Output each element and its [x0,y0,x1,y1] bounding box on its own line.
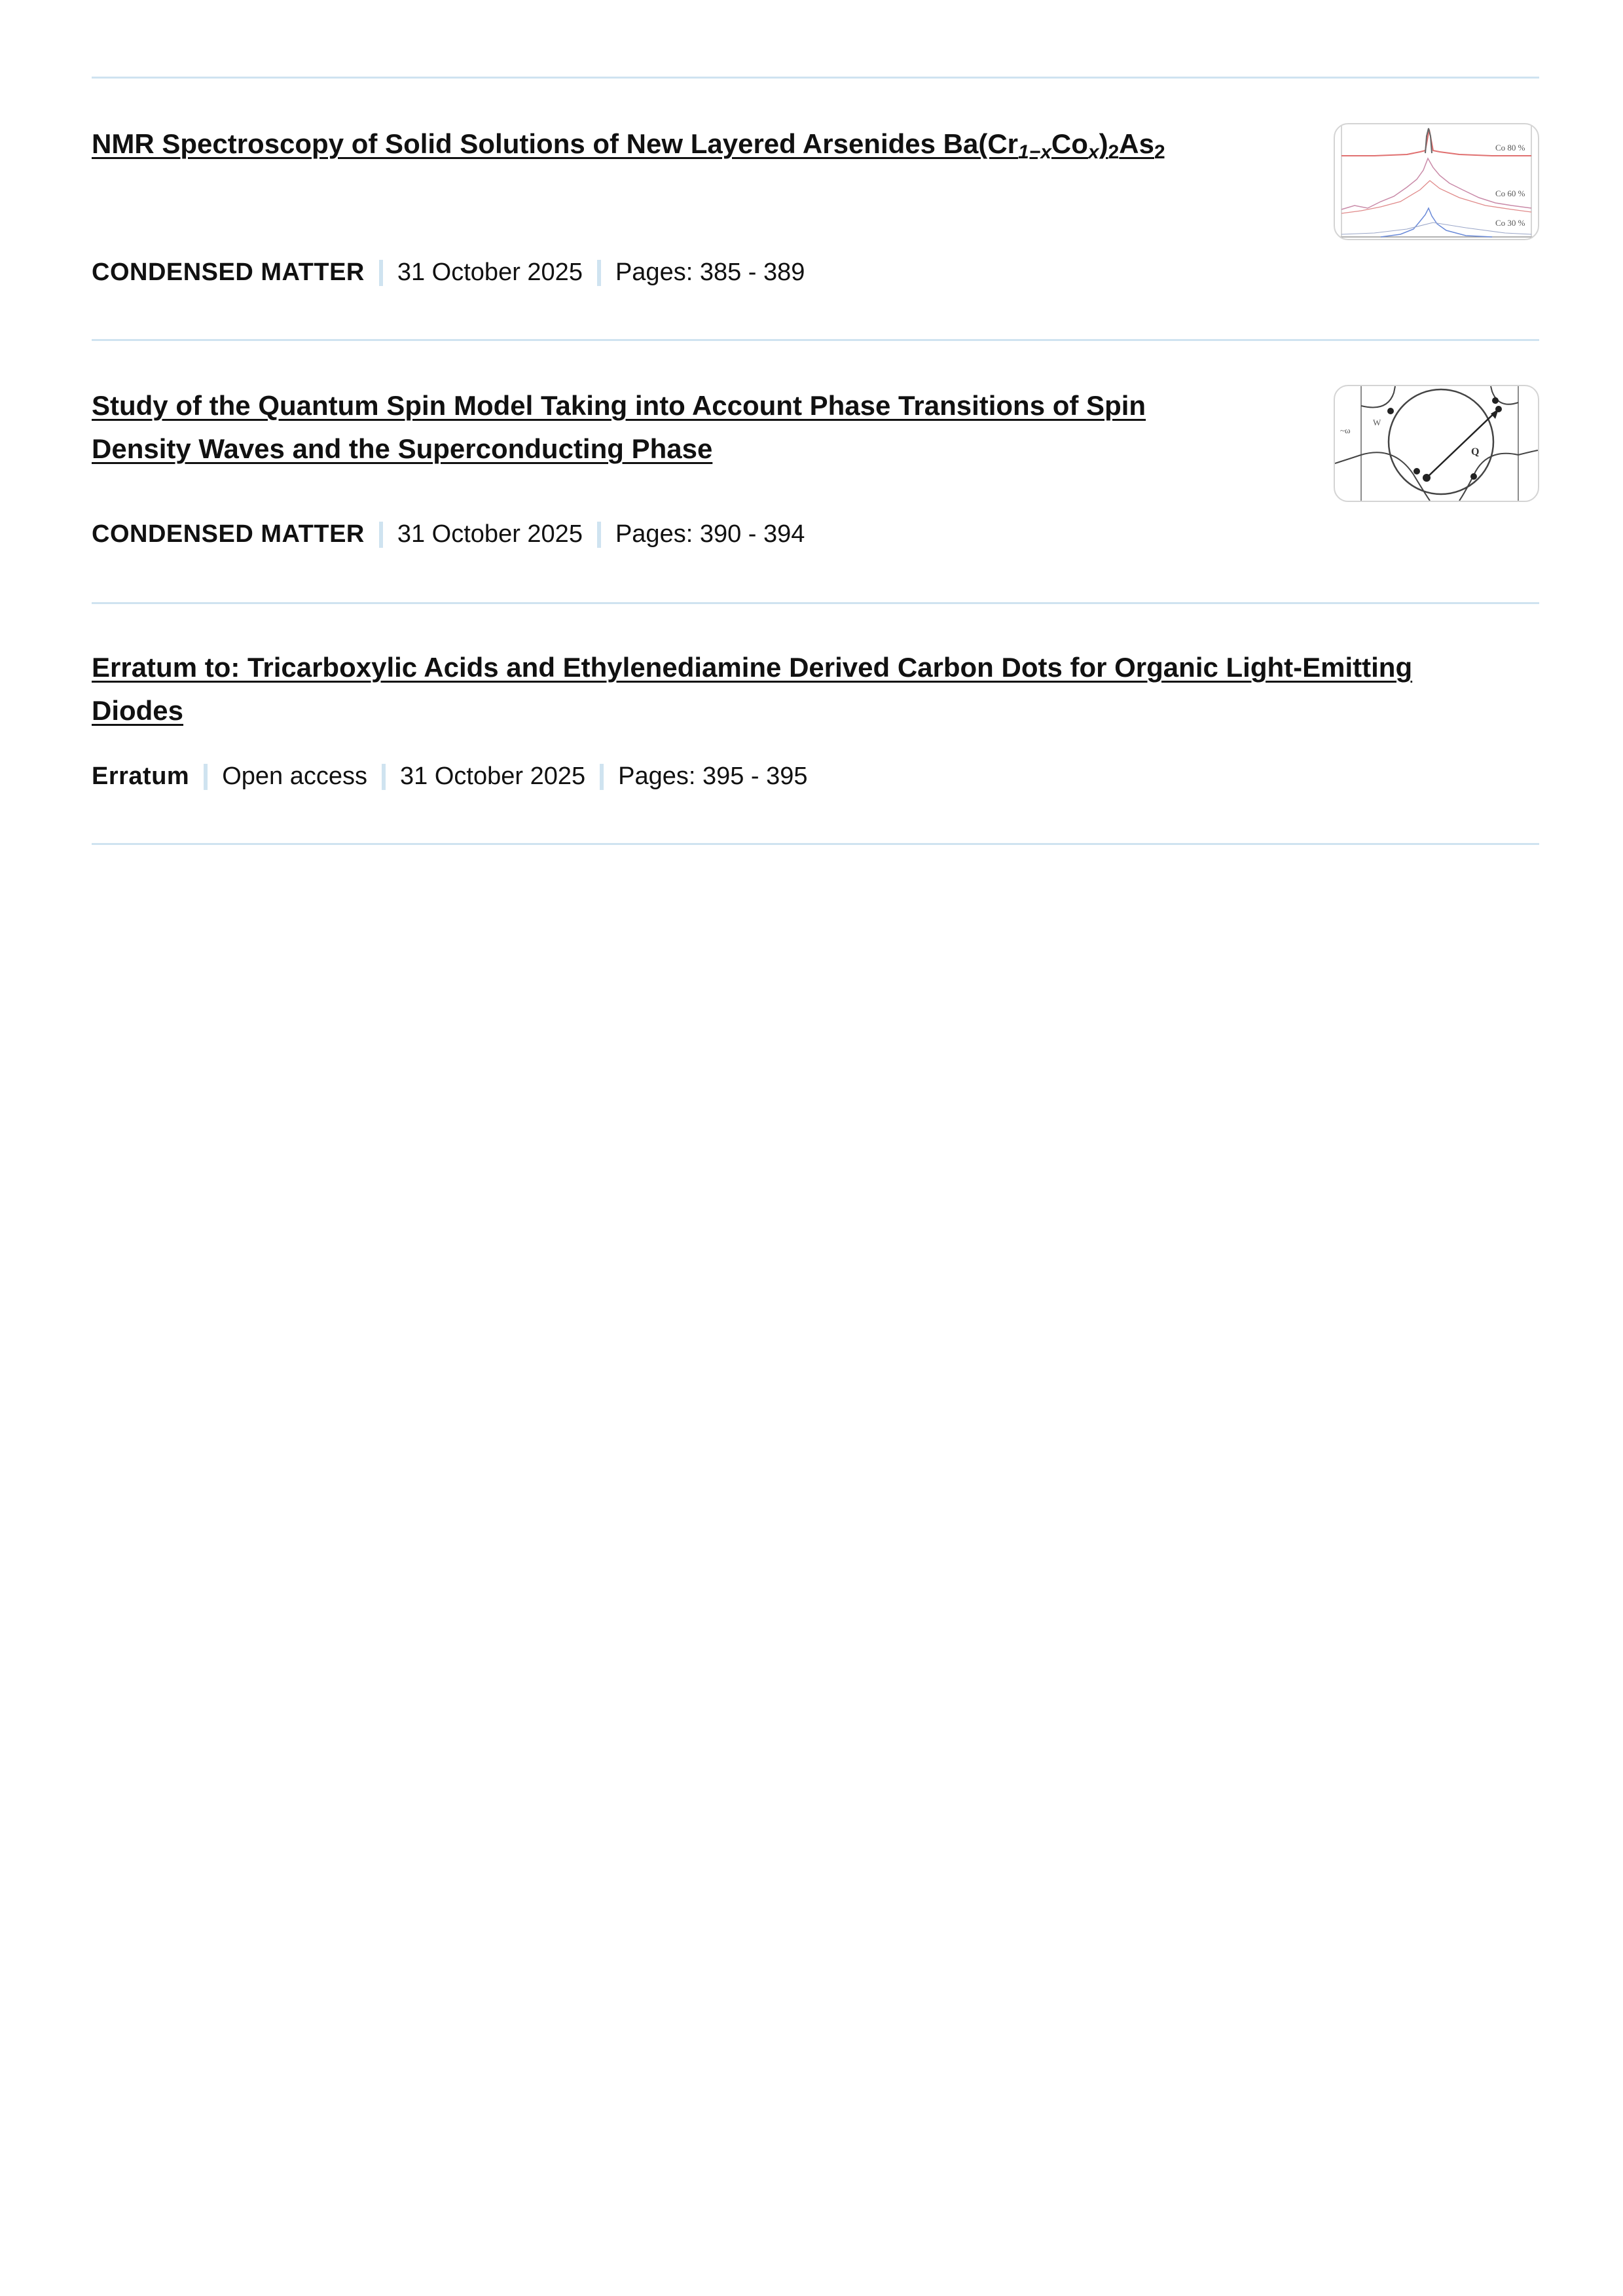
article-meta [92,259,805,287]
article-meta [92,762,808,791]
article-pages: Pages: 395 - 395 [618,762,808,790]
meta-separator [379,522,383,548]
thumbnail-label: Co 60 % [1495,188,1525,198]
meta-separator [382,764,386,790]
article-item [92,121,1539,304]
thumbnail-label: Co 80 % [1495,143,1525,152]
meta-separator [600,764,604,790]
divider [92,339,1539,341]
meta-separator [597,522,601,548]
article-date: 31 October 2025 [397,520,583,548]
fermi-surface-diagram-thumbnail[interactable] [1334,385,1539,502]
meta-separator [204,764,208,790]
article-item [92,383,1539,566]
article-title-link[interactable]: Erratum to: Tricarboxylic Acids and Ethylenediamine Derived Carbon Dots for Organic Light-Emitting Diodes [92,652,1413,726]
meta-separator [597,260,601,286]
article-category: CONDENSED MATTER [92,520,365,548]
nmr-spectra-thumbnail[interactable] [1334,123,1539,240]
article-date: 31 October 2025 [397,259,583,286]
thumbnail-label: Co 30 % [1495,218,1525,228]
svg-text:W: W [1373,418,1381,427]
divider [92,77,1539,79]
meta-separator [379,260,383,286]
article-meta [92,520,805,548]
article-item [92,645,1539,815]
article-pages: Pages: 390 - 394 [615,520,805,548]
article-date: 31 October 2025 [400,762,586,790]
article-pages: Pages: 385 - 389 [615,259,805,286]
article-title-link[interactable]: NMR Spectroscopy of Solid Solutions of New Layered Arsenides $Ba(Cr_{1-x}Co_x)_2As_2$ [92,128,1165,163]
article-category: Erratum [92,762,190,790]
divider [92,602,1539,604]
article-category: CONDENSED MATTER [92,259,365,286]
article-access-badge: Open access [222,762,368,790]
svg-text:~ω: ~ω [1340,425,1351,435]
thumbnail-label: Q [1471,446,1480,457]
fermi-surface-diagram-icon [1335,386,1538,501]
divider [92,843,1539,845]
article-title-link[interactable]: Study of the Quantum Spin Model Taking into Account Phase Transitions of Spin Density Waves and the Superconducting Phase [92,390,1146,464]
